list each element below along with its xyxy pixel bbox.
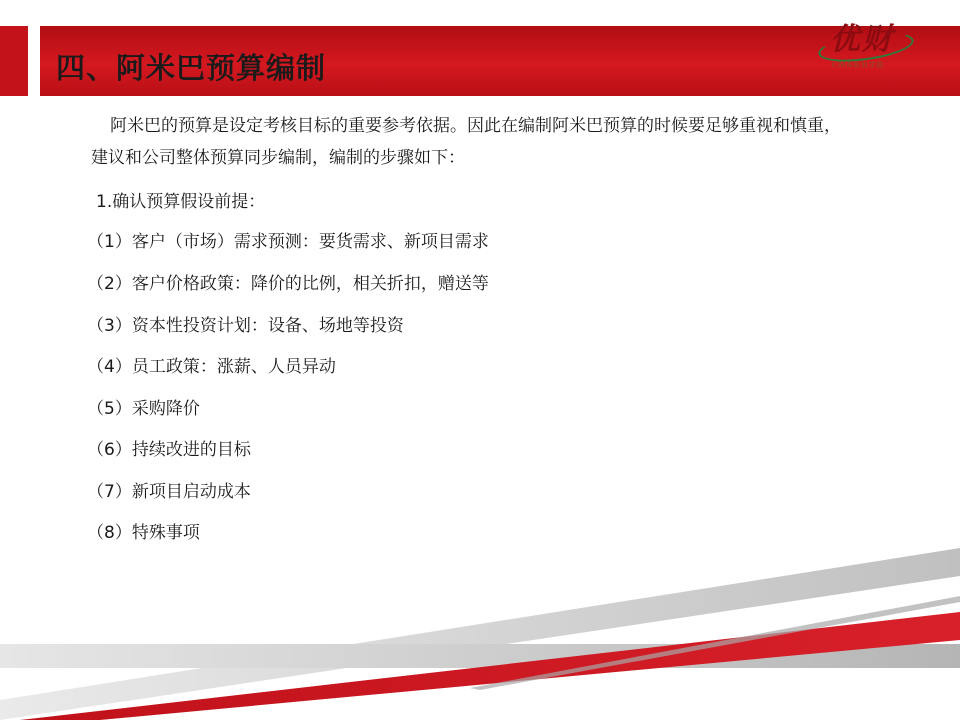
list-item: （2）客户价格政策：降价的比例，相关折扣，赠送等 xyxy=(87,274,489,294)
list-item: （1）客户（市场）需求预测：要货需求、新项目需求 xyxy=(87,232,489,252)
list-item: （8）特殊事项 xyxy=(87,523,200,543)
intro-line-1: 阿米巴的预算是设定考核目标的重要参考依据。因此在编制阿米巴预算的时候要足够重视和慎重， xyxy=(110,116,841,136)
list-item: （4）员工政策：涨薪、人员异动 xyxy=(87,357,336,377)
list-item: （5）采购降价 xyxy=(87,399,200,419)
list-item: （3）资本性投资计划：设备、场地等投资 xyxy=(87,316,404,336)
slide-title: 四、阿米巴预算编制 xyxy=(56,51,327,85)
logo-text: 优财 xyxy=(830,22,894,57)
intro-line-2: 建议和公司整体预算同步编制，编制的步骤如下： xyxy=(91,148,465,168)
list-item: （7）新项目启动成本 xyxy=(87,482,251,502)
step-heading: 1.确认预算假设前提： xyxy=(96,192,266,212)
logo-subtext: CMA培训学院 xyxy=(832,61,885,69)
list-item: （6）持续改进的目标 xyxy=(87,440,251,460)
